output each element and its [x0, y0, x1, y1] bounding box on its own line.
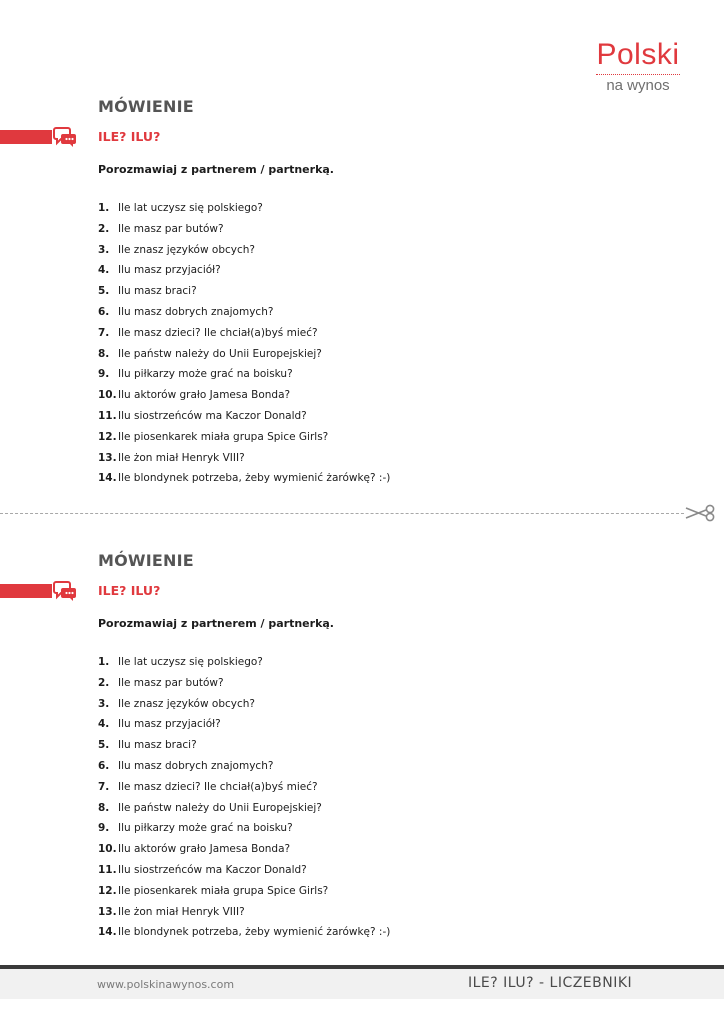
list-item [98, 281, 390, 302]
instruction-text: Porozmawiaj z partnerem / partnerką. [98, 617, 334, 630]
question-number: 10. [98, 389, 117, 402]
question-number: 1. [98, 656, 110, 668]
list-item [98, 756, 390, 777]
question-text: Ilu aktorów grało Jamesa Bonda? [118, 389, 291, 402]
list-item [98, 240, 390, 261]
list-item [98, 818, 390, 839]
question-text: Ile blondynek potrzeba, żeby wymienić żarówkę? :-) [118, 472, 391, 485]
instruction-text: Porozmawiaj z partnerem / partnerką. [98, 163, 334, 176]
question-number: 6. [98, 759, 110, 772]
list-item [98, 714, 390, 735]
question-number: 7. [98, 780, 110, 793]
question-text: Ile państw należy do Unii Europejskiej? [118, 801, 322, 814]
list-item [98, 448, 390, 469]
question-list [98, 198, 390, 489]
question-number: 13. [98, 451, 117, 464]
question-number: 9. [98, 368, 110, 381]
cut-line [0, 513, 684, 514]
list-item [98, 798, 390, 819]
list-item [98, 694, 390, 715]
brand-logo [590, 38, 686, 95]
question-number: 4. [98, 718, 110, 731]
section-banner-bar [0, 130, 52, 144]
question-text: Ile lat uczysz się polskiego? [118, 656, 263, 668]
question-number: 2. [98, 222, 110, 235]
question-number: 6. [98, 305, 110, 318]
question-text: Ile lat uczysz się polskiego? [118, 202, 263, 214]
question-number: 12. [98, 884, 117, 897]
worksheet-section-1 [0, 97, 724, 557]
list-item [98, 468, 390, 489]
question-text: Ile masz dzieci? Ile chciał(a)byś mieć? [118, 780, 318, 793]
question-number: 5. [98, 285, 110, 298]
list-item [98, 427, 390, 448]
list-item [98, 198, 390, 219]
list-item [98, 344, 390, 365]
list-item [98, 652, 390, 673]
question-text: Ilu siostrzeńców ma Kaczor Donald? [118, 863, 307, 876]
question-number: 10. [98, 843, 117, 856]
question-number: 13. [98, 905, 117, 918]
list-item [98, 219, 390, 240]
logo-subtitle: na wynos [606, 77, 670, 94]
list-item [98, 323, 390, 344]
question-text: Ile masz par butów? [118, 222, 224, 235]
question-text: Ile masz dzieci? Ile chciał(a)byś mieć? [118, 326, 318, 339]
list-item [98, 406, 390, 427]
question-text: Ile żon miał Henryk VIII? [118, 451, 245, 464]
question-number: 8. [98, 347, 110, 360]
question-text: Ile państw należy do Unii Europejskiej? [118, 347, 322, 360]
question-list [98, 652, 390, 943]
question-text: Ilu siostrzeńców ma Kaczor Donald? [118, 409, 307, 422]
list-item [98, 881, 390, 902]
logo-title: Polski [596, 38, 680, 71]
section-banner-bar [0, 584, 52, 598]
question-number: 4. [98, 264, 110, 277]
section-title: MÓWIENIE [98, 97, 194, 116]
list-item [98, 902, 390, 923]
question-text: Ile blondynek potrzeba, żeby wymienić żarówkę? :-) [118, 926, 391, 939]
section-title: MÓWIENIE [98, 551, 194, 570]
question-text: Ilu piłkarzy może grać na boisku? [118, 822, 293, 835]
question-text: Ile piosenkarek miała grupa Spice Girls? [118, 430, 329, 443]
question-text: Ilu masz braci? [118, 285, 197, 298]
question-text: Ile piosenkarek miała grupa Spice Girls? [118, 884, 329, 897]
question-text: Ile żon miał Henryk VIII? [118, 905, 245, 918]
question-text: Ile masz par butów? [118, 676, 224, 689]
question-number: 11. [98, 409, 117, 422]
question-text: Ilu masz przyjaciół? [118, 264, 221, 277]
question-number: 9. [98, 822, 110, 835]
question-number: 7. [98, 326, 110, 339]
question-text: Ilu masz dobrych znajomych? [118, 759, 274, 772]
list-item [98, 302, 390, 323]
list-item [98, 860, 390, 881]
list-item [98, 839, 390, 860]
question-number: 12. [98, 430, 117, 443]
question-text: Ilu masz przyjaciół? [118, 718, 221, 731]
list-item [98, 777, 390, 798]
question-number: 3. [98, 243, 110, 256]
question-number: 2. [98, 676, 110, 689]
list-item [98, 922, 390, 943]
worksheet-section-2 [0, 551, 724, 1011]
logo-divider [596, 74, 680, 75]
footer-topic-label: ILE? ILU? - LICZEBNIKI [468, 975, 633, 991]
section-subtitle: ILE? ILU? [98, 583, 161, 598]
footer-website-link[interactable]: www.polskinawynos.com [97, 978, 235, 991]
question-text: Ilu piłkarzy może grać na boisku? [118, 368, 293, 381]
question-number: 3. [98, 697, 110, 710]
question-text: Ile znasz języków obcych? [118, 243, 255, 256]
scissors-icon [684, 503, 718, 523]
list-item [98, 735, 390, 756]
question-text: Ilu masz braci? [118, 739, 197, 752]
list-item [98, 385, 390, 406]
question-number: 14. [98, 926, 117, 939]
speech-bubbles-icon [53, 580, 77, 602]
question-text: Ilu aktorów grało Jamesa Bonda? [118, 843, 291, 856]
question-number: 5. [98, 739, 110, 752]
question-number: 1. [98, 202, 110, 214]
question-number: 11. [98, 863, 117, 876]
list-item [98, 673, 390, 694]
list-item [98, 260, 390, 281]
list-item [98, 364, 390, 385]
question-number: 14. [98, 472, 117, 485]
question-number: 8. [98, 801, 110, 814]
question-text: Ilu masz dobrych znajomych? [118, 305, 274, 318]
speech-bubbles-icon [53, 126, 77, 148]
question-text: Ile znasz języków obcych? [118, 697, 255, 710]
section-subtitle: ILE? ILU? [98, 129, 161, 144]
